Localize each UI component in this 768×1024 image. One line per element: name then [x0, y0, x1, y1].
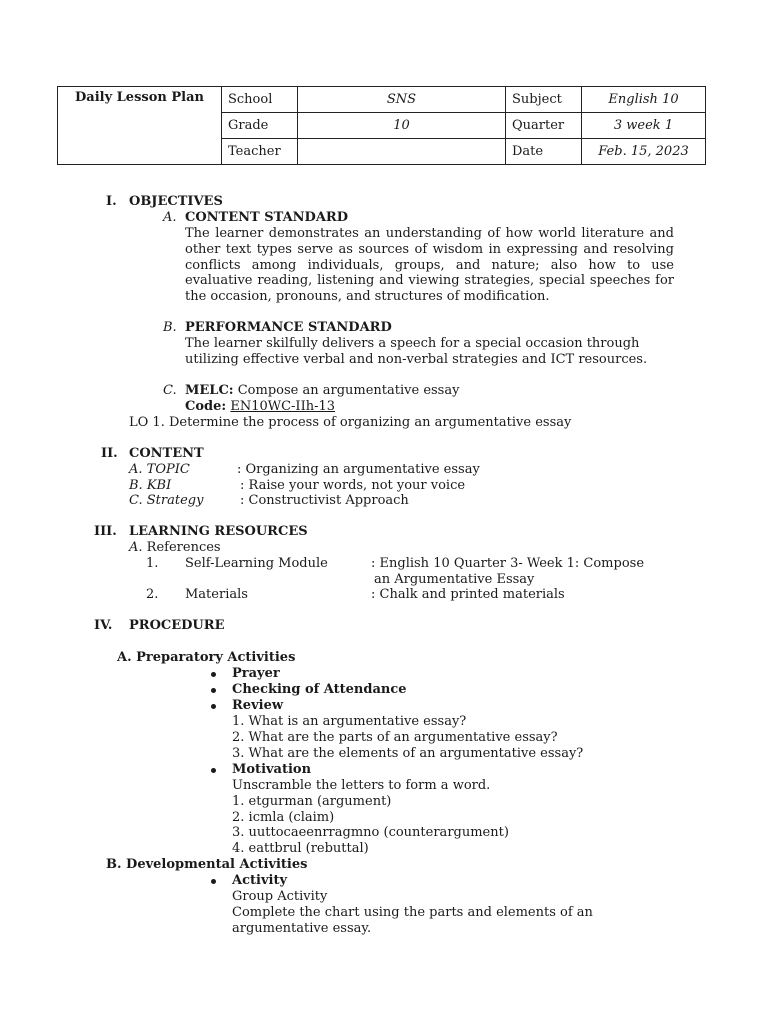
topic-value: : Organizing an argumentative essay [237, 462, 480, 477]
procedure-number: IV. [94, 618, 113, 633]
subject-value: English 10 [582, 87, 706, 113]
motivation-word-3: 3. uuttocaeenrragmno (counterargument) [232, 825, 509, 840]
motivation-intro: Unscramble the letters to form a word. [232, 778, 491, 793]
motivation-word-4: 4. eattbrul (rebuttal) [232, 841, 369, 856]
lesson-plan-title: Daily Lesson Plan [58, 87, 222, 165]
motivation-item: Motivation [232, 762, 312, 777]
performance-standard-text: The learner skilfully delivers a speech for a special occasion through utilizing effective verbal and non-verbal strategies and ICT resources. [185, 336, 648, 367]
school-label: School [222, 87, 298, 113]
content-standard-heading: CONTENT STANDARD [185, 210, 348, 225]
kbi-label: B. KBI [129, 478, 172, 493]
date-label: Date [506, 139, 582, 165]
review-question-3: 3. What are the elements of an argumentative essay? [232, 746, 584, 761]
activity-line-1: Group Activity [232, 889, 328, 904]
grade-label: Grade [222, 113, 298, 139]
review-question-1: 1. What is an argumentative essay? [232, 714, 467, 729]
bullet-icon [211, 704, 216, 709]
resource-2-label: Materials [185, 587, 248, 602]
prayer-item: Prayer [232, 666, 280, 681]
melc-label: MELC: [185, 383, 234, 398]
content-number: II. [101, 446, 118, 461]
references-letter: A. [129, 540, 143, 555]
review-item: Review [232, 698, 284, 713]
code-line [185, 399, 335, 415]
teacher-value [298, 139, 506, 165]
grade-value: 10 [298, 113, 506, 139]
melc-line [185, 383, 459, 399]
resource-1-label: Self-Learning Module [185, 556, 328, 571]
code-value: EN10WC-IIh-13 [230, 399, 336, 414]
resource-1-value-cont: an Argumentative Essay [374, 572, 535, 587]
performance-standard-letter: B. [163, 320, 177, 335]
melc-text: Compose an argumentative essay [237, 383, 460, 398]
resource-1-value: : English 10 Quarter 3- Week 1: Compose [371, 556, 645, 571]
content-standard-letter: A. [163, 210, 177, 225]
bullet-icon [211, 672, 216, 677]
activity-line-2: Complete the chart using the parts and elements of an [232, 905, 593, 920]
content-heading: CONTENT [129, 446, 204, 461]
quarter-value: 3 week 1 [582, 113, 706, 139]
attendance-item: Checking of Attendance [232, 682, 407, 697]
resources-heading: LEARNING RESOURCES [129, 524, 308, 539]
subject-label: Subject [506, 87, 582, 113]
preparatory-heading: A. Preparatory Activities [117, 650, 296, 665]
bullet-icon [211, 688, 216, 693]
code-label: Code: [185, 399, 227, 414]
resource-2-value: : Chalk and printed materials [371, 587, 565, 602]
strategy-value: : Constructivist Approach [240, 493, 409, 508]
motivation-word-1: 1. etgurman (argument) [232, 794, 392, 809]
bullet-icon [211, 768, 216, 773]
performance-standard-heading: PERFORMANCE STANDARD [185, 320, 392, 335]
kbi-value: : Raise your words, not your voice [240, 478, 466, 493]
motivation-word-2: 2. icmla (claim) [232, 810, 335, 825]
school-value: SNS [298, 87, 506, 113]
references-line [129, 540, 221, 556]
learning-objective: LO 1. Determine the process of organizing an argumentative essay [129, 415, 572, 430]
objectives-number: I. [106, 194, 117, 209]
references-label: References [146, 540, 221, 555]
objectives-heading: OBJECTIVES [129, 194, 223, 209]
content-standard-text: The learner demonstrates an understanding of how world literature and other text types serve as sources of wisdom in expressing and resolving conflicts among individuals, groups, and nature; also how to use evaluative reading, listening and viewing strategies, special speeches for the occasion, pronouns, and structures of modification. [185, 226, 674, 305]
strategy-label: C. Strategy [129, 493, 204, 508]
date-value: Feb. 15, 2023 [582, 139, 706, 165]
review-question-2: 2. What are the parts of an argumentative essay? [232, 730, 558, 745]
developmental-heading: B. Developmental Activities [106, 857, 308, 872]
resource-1-num: 1. [146, 556, 159, 571]
activity-line-3: argumentative essay. [232, 921, 372, 936]
resources-number: III. [94, 524, 117, 539]
topic-label: A. TOPIC [129, 462, 190, 477]
teacher-label: Teacher [222, 139, 298, 165]
activity-item: Activity [232, 873, 287, 888]
bullet-icon [211, 879, 216, 884]
quarter-label: Quarter [506, 113, 582, 139]
melc-letter: C. [163, 383, 177, 398]
lesson-header-table [57, 86, 706, 165]
resource-2-num: 2. [146, 587, 159, 602]
procedure-heading: PROCEDURE [129, 618, 225, 633]
